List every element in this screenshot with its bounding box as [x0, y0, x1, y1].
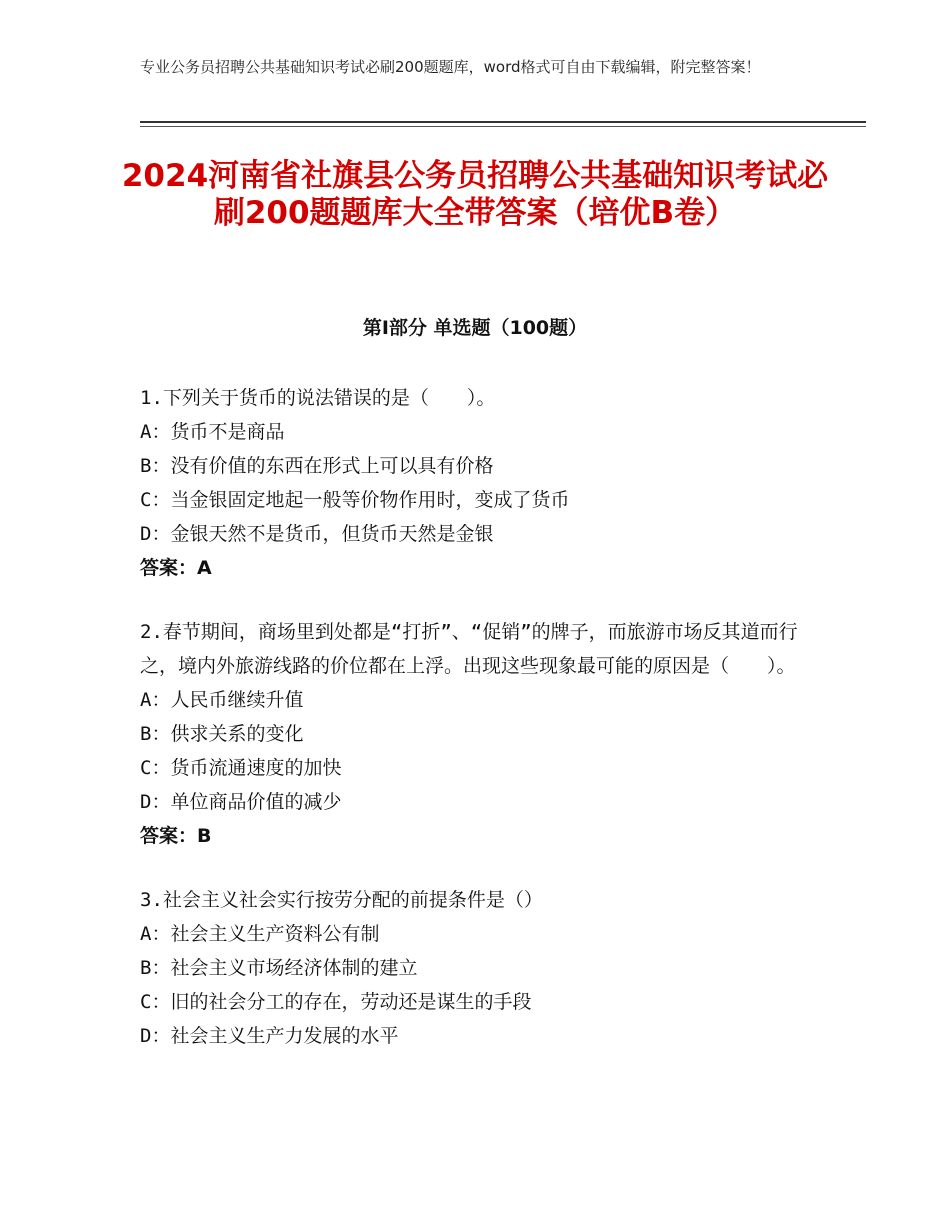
- option-b: B：没有价值的东西在形式上可以具有价格: [140, 455, 494, 477]
- header-divider-thin: [140, 126, 866, 127]
- header-note: 专业公务员招聘公共基础知识考试必刷200题题库，word格式可自由下载编辑，附完整答案！: [140, 58, 761, 76]
- option-d: D：金银天然不是货币，但货币天然是金银: [140, 523, 494, 545]
- option-d: D：社会主义生产力发展的水平: [140, 1025, 399, 1047]
- question-2: [140, 615, 800, 853]
- option-a: A：社会主义生产资料公有制: [140, 923, 380, 945]
- answer: 答案：A: [140, 557, 212, 579]
- header-divider-thick: [140, 121, 866, 123]
- option-b: B：社会主义市场经济体制的建立: [140, 957, 418, 979]
- question-3: [140, 883, 800, 1053]
- question-list: [140, 381, 800, 1083]
- answer: 答案：B: [140, 825, 212, 847]
- question-stem: 1.下列关于货币的说法错误的是（ ）。: [140, 387, 496, 409]
- question-stem: 2.春节期间，商场里到处都是“打折”、“促销”的牌子，而旅游市场反其道而行之，境内外旅游线路的价位都在上浮。出现这些现象最可能的原因是（ ）。: [140, 621, 798, 677]
- question-stem: 3.社会主义社会实行按劳分配的前提条件是（）: [140, 889, 543, 911]
- option-c: C：货币流通速度的加快: [140, 757, 342, 779]
- section-title: 第Ⅰ部分 单选题（100题）: [362, 317, 588, 339]
- option-d: D：单位商品价值的减少: [140, 791, 342, 813]
- document-title: 2024河南省社旗县公务员招聘公共基础知识考试必刷200题题库大全带答案（培优B卷）: [121, 158, 829, 231]
- option-b: B：供求关系的变化: [140, 723, 304, 745]
- question-1: [140, 381, 800, 585]
- option-a: A：人民币继续升值: [140, 689, 304, 711]
- option-a: A：货币不是商品: [140, 421, 285, 443]
- option-c: C：当金银固定地起一般等价物作用时，变成了货币: [140, 489, 570, 511]
- option-c: C：旧的社会分工的存在，劳动还是谋生的手段: [140, 991, 532, 1013]
